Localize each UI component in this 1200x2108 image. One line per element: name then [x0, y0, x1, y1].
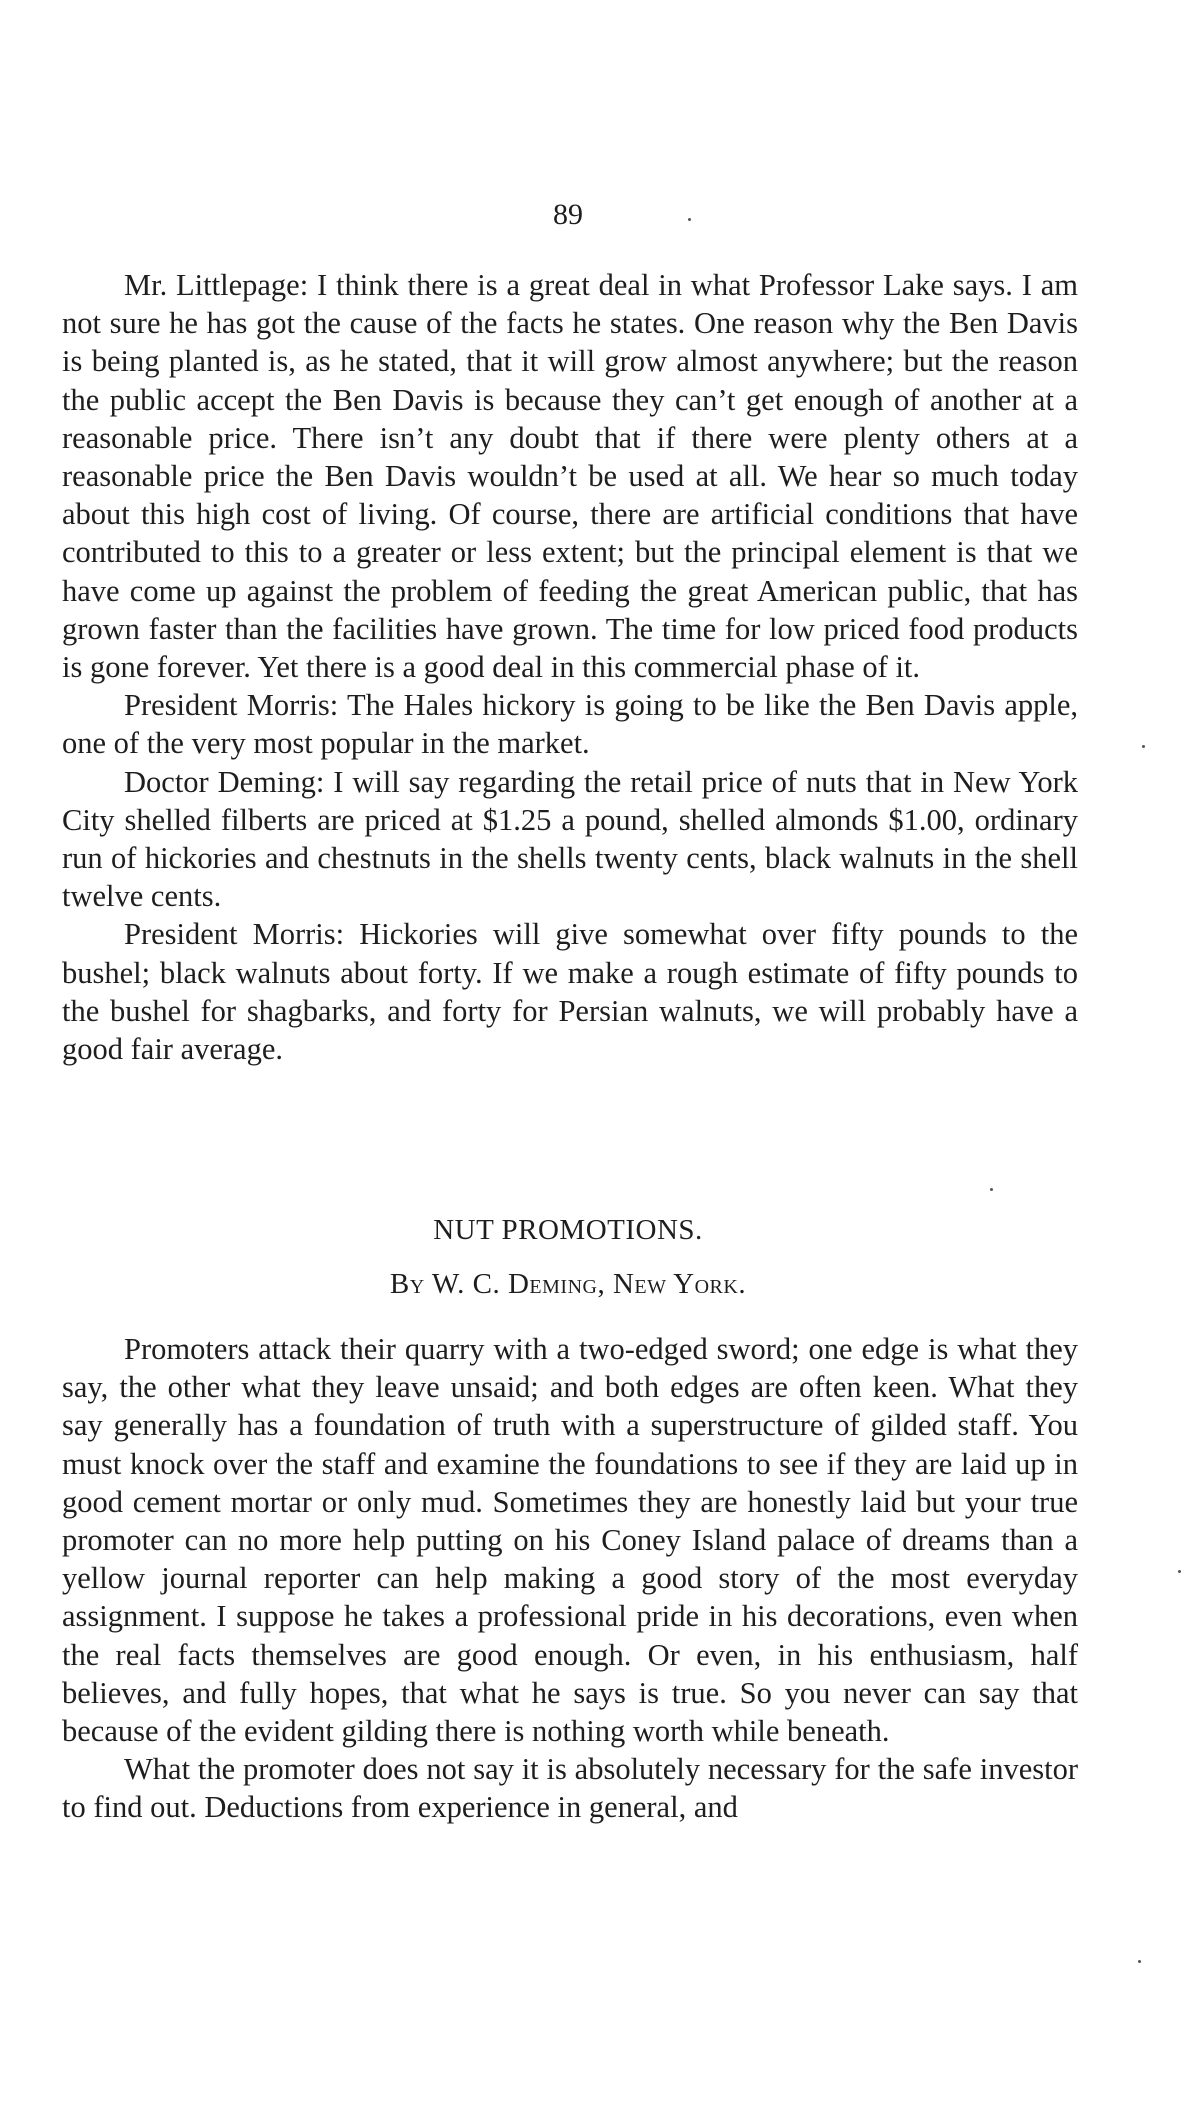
paragraph-deming-prices: Doctor Deming: I will say regarding the retail price of nuts that in New York City shelled filberts are priced at $1.25 a pound, shelled almonds $1.00, ordinary run of hickories and chestnuts in the shells twenty cents, black walnuts in the shell twelve cents.	[62, 764, 1078, 914]
paragraph-morris-hales: President Morris: The Hales hickory is going to be like the Ben Davis apple, one of the very most popular in the market.	[62, 688, 1078, 761]
paragraph-morris-bushel: President Morris: Hickories will give somewhat over fifty pounds to the bushel; black walnuts about forty. If we make a rough estimate of fifty pounds to the bushel for shagbarks, and forty for Persian walnuts, we will probably have a good fair average.	[62, 917, 1078, 1067]
article-title: NUT PROMOTIONS.	[433, 1214, 703, 1246]
scan-speck	[688, 218, 691, 221]
paragraph-promoters: Promoters attack their quarry with a two-edged sword; one edge is what they say, the other what they leave unsaid; and both edges are often keen. What they say generally has a foundation of truth with a superstructure of gilded staff. You must knock over the staff and examine the foundations to see if they are laid up in good cement mortar or only mud. Sometimes they are honestly laid but your true promoter can no more help putting on his Coney Island palace of dreams than a yellow journal reporter can help making a good story of the most everyday assignment. I suppose he takes a professional pride in his decorations, even when the real facts themselves are good enough. Or even, in his enthusiasm, half believes, and fully hopes, that what he says is true. So you never can say that because of the evident gilding there is nothing worth while beneath.	[62, 1332, 1078, 1749]
scan-speck	[990, 1188, 993, 1191]
scan-speck	[1178, 1570, 1181, 1573]
page-number: 89	[553, 198, 583, 231]
discussion-section	[62, 266, 1078, 1068]
paragraph-littlepage: Mr. Littlepage: I think there is a great deal in what Professor Lake says. I am not sure he has got the cause of the facts he states. One reason why the Ben Davis is being planted is, as he stated, that it will grow almost anywhere; but the reason the public accept the Ben Davis is because they can’t get enough of another at a reasonable price. There isn’t any doubt that if there were plenty others at a reasonable price the Ben Davis wouldn’t be used at all. We hear so much today about this high cost of living. Of course, there are artificial conditions that have contributed to this to a greater or less extent; but the principal element is that we have come up against the problem of feeding the great American public, that has grown faster than the facilities have grown. The time for low priced food products is gone forever. Yet there is a good deal in this commercial phase of it.	[62, 268, 1078, 685]
scan-speck	[1138, 1960, 1141, 1963]
scan-speck	[1142, 745, 1145, 748]
article-body	[62, 1330, 1078, 1827]
paragraph-promoter-unsaid: What the promoter does not say it is absolutely necessary for the safe investor to find out. Deductions from experience in general, and	[62, 1752, 1078, 1825]
article-byline: By W. C. Deming, New York.	[389, 1268, 747, 1300]
